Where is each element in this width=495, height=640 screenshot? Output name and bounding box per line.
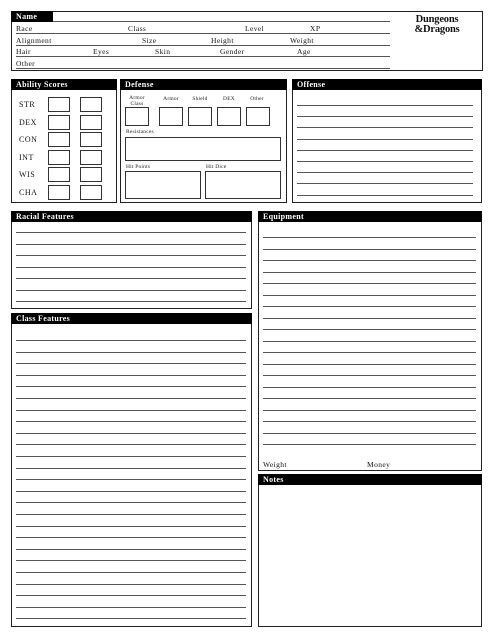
- dungeons-dragons-logo: [398, 15, 476, 35]
- name-field-line[interactable]: [53, 21, 390, 22]
- class-line[interactable]: [16, 398, 246, 399]
- ability-dex-modifier[interactable]: [80, 115, 102, 130]
- ability-con-modifier[interactable]: [80, 132, 102, 147]
- row1-line[interactable]: [16, 33, 390, 34]
- equipment-title: Equipment: [263, 212, 304, 221]
- equipment-line[interactable]: [263, 375, 476, 376]
- hit-points-field[interactable]: [125, 171, 201, 199]
- name-label: Name: [16, 12, 38, 21]
- age-label: Age: [297, 47, 311, 56]
- resistances-label: Resistances: [126, 129, 154, 135]
- racial-features-title: Racial Features: [16, 212, 74, 221]
- offense-line[interactable]: [297, 195, 473, 196]
- class-line[interactable]: [16, 479, 246, 480]
- equipment-line[interactable]: [263, 341, 476, 342]
- ability-cha-modifier[interactable]: [80, 185, 102, 200]
- notes-title: Notes: [263, 475, 284, 484]
- alignment-label: Alignment: [16, 36, 52, 45]
- offense-line[interactable]: [297, 150, 473, 151]
- dex-bonus-field[interactable]: [217, 107, 241, 126]
- name-header: [11, 11, 53, 22]
- class-line[interactable]: [16, 584, 246, 585]
- racial-line[interactable]: [16, 278, 246, 279]
- equipment-line[interactable]: [263, 329, 476, 330]
- equipment-line[interactable]: [263, 352, 476, 353]
- armor-class-field[interactable]: [125, 107, 149, 126]
- size-label: Size: [142, 36, 157, 45]
- other-bonus-label: Other: [250, 96, 264, 102]
- row3-line[interactable]: [16, 56, 390, 57]
- racial-line[interactable]: [16, 290, 246, 291]
- class-line[interactable]: [16, 352, 246, 353]
- equipment-line[interactable]: [263, 364, 476, 365]
- class-line[interactable]: [16, 363, 246, 364]
- equipment-line[interactable]: [263, 444, 476, 445]
- equipment-line[interactable]: [263, 306, 476, 307]
- class-label: Class: [128, 24, 147, 33]
- offense-line[interactable]: [297, 127, 473, 128]
- ability-scores-header: [11, 79, 117, 90]
- ability-str-label: STR: [19, 100, 36, 109]
- equipment-line[interactable]: [263, 318, 476, 319]
- class-line[interactable]: [16, 491, 246, 492]
- ability-str-modifier[interactable]: [80, 97, 102, 112]
- class-line[interactable]: [16, 340, 246, 341]
- class-line[interactable]: [16, 421, 246, 422]
- class-line[interactable]: [16, 514, 246, 515]
- equipment-weight-label: Weight: [263, 460, 287, 469]
- equipment-line[interactable]: [263, 237, 476, 238]
- racial-features-header: [11, 211, 252, 222]
- ability-wis-modifier[interactable]: [80, 167, 102, 182]
- equipment-line[interactable]: [263, 387, 476, 388]
- other-bonus-field[interactable]: [246, 107, 270, 126]
- equipment-line[interactable]: [263, 421, 476, 422]
- defense-title: Defense: [125, 80, 154, 89]
- ability-scores-title: Ability Scores: [16, 80, 68, 89]
- class-line[interactable]: [16, 560, 246, 561]
- hit-points-label: Hit Points: [126, 164, 151, 170]
- offense-box: [292, 79, 482, 203]
- class-line[interactable]: [16, 595, 246, 596]
- resistances-field[interactable]: [125, 137, 281, 161]
- class-line[interactable]: [16, 618, 246, 619]
- offense-line[interactable]: [297, 139, 473, 140]
- ability-wis-label: WIS: [19, 170, 36, 179]
- racial-line[interactable]: [16, 301, 246, 302]
- offense-header: [292, 79, 482, 90]
- offense-line[interactable]: [297, 172, 473, 173]
- class-line[interactable]: [16, 410, 246, 411]
- ability-cha-score[interactable]: [48, 185, 70, 200]
- equipment-line[interactable]: [263, 283, 476, 284]
- offense-line[interactable]: [297, 161, 473, 162]
- racial-line[interactable]: [16, 244, 246, 245]
- level-label: Level: [245, 24, 265, 33]
- racial-line[interactable]: [16, 255, 246, 256]
- offense-title: Offense: [297, 80, 326, 89]
- skin-label: Skin: [155, 47, 171, 56]
- ability-str-score[interactable]: [48, 97, 70, 112]
- shield-field[interactable]: [188, 107, 212, 126]
- class-line[interactable]: [16, 375, 246, 376]
- ability-wis-score[interactable]: [48, 167, 70, 182]
- ability-dex-label: DEX: [19, 117, 37, 127]
- class-features-box: [11, 313, 252, 627]
- class-line[interactable]: [16, 572, 246, 573]
- equipment-line[interactable]: [263, 410, 476, 411]
- row2-line[interactable]: [16, 45, 390, 46]
- class-line[interactable]: [16, 502, 246, 503]
- equipment-line[interactable]: [263, 398, 476, 399]
- racial-line[interactable]: [16, 232, 246, 233]
- class-line[interactable]: [16, 386, 246, 387]
- dex-label: DEX: [223, 96, 235, 102]
- notes-box[interactable]: [258, 474, 482, 627]
- race-label: Race: [16, 24, 33, 33]
- class-features-header: [11, 313, 252, 324]
- armor-label: Armor: [163, 96, 179, 102]
- hit-dice-field[interactable]: [205, 171, 281, 199]
- equipment-line[interactable]: [263, 433, 476, 434]
- racial-features-box: [11, 211, 252, 309]
- class-line[interactable]: [16, 433, 246, 434]
- ability-dex-score[interactable]: [48, 115, 70, 130]
- class-line[interactable]: [16, 444, 246, 445]
- equipment-line[interactable]: [263, 295, 476, 296]
- class-features-title: Class Features: [16, 314, 71, 323]
- equipment-header: [258, 211, 482, 222]
- notes-header: [258, 474, 482, 485]
- class-line[interactable]: [16, 607, 246, 608]
- logo-line1: Dungeons: [415, 14, 459, 25]
- armor-class-label: Armor Class: [129, 95, 145, 107]
- class-line[interactable]: [16, 537, 246, 538]
- equipment-line[interactable]: [263, 272, 476, 273]
- hit-dice-label: Hit Dice: [206, 164, 227, 170]
- offense-line[interactable]: [297, 116, 473, 117]
- defense-header: [120, 79, 287, 90]
- equipment-line[interactable]: [263, 249, 476, 250]
- armor-field[interactable]: [159, 107, 183, 126]
- other-label: Other: [16, 59, 36, 68]
- weight-label: Weight: [290, 36, 314, 45]
- class-line[interactable]: [16, 549, 246, 550]
- class-line[interactable]: [16, 456, 246, 457]
- ability-con-score[interactable]: [48, 132, 70, 147]
- money-label: Money: [367, 460, 391, 469]
- shield-label: Shield: [192, 96, 208, 102]
- class-line[interactable]: [16, 468, 246, 469]
- logo-line2: &Dragons: [414, 24, 460, 35]
- equipment-line[interactable]: [263, 260, 476, 261]
- row4-line[interactable]: [16, 68, 390, 69]
- height-label: Height: [211, 36, 234, 45]
- ability-int-score[interactable]: [48, 150, 70, 165]
- offense-line[interactable]: [297, 183, 473, 184]
- ability-int-label: INT: [19, 152, 34, 162]
- eyes-label: Eyes: [93, 47, 110, 56]
- class-line[interactable]: [16, 526, 246, 527]
- gender-label: Gender: [220, 47, 245, 56]
- ability-int-modifier[interactable]: [80, 150, 102, 165]
- ability-con-label: CON: [19, 135, 38, 144]
- offense-line[interactable]: [297, 105, 473, 106]
- hair-label: Hair: [16, 47, 31, 56]
- xp-label: XP: [310, 24, 321, 33]
- racial-line[interactable]: [16, 267, 246, 268]
- ability-cha-label: CHA: [19, 187, 38, 197]
